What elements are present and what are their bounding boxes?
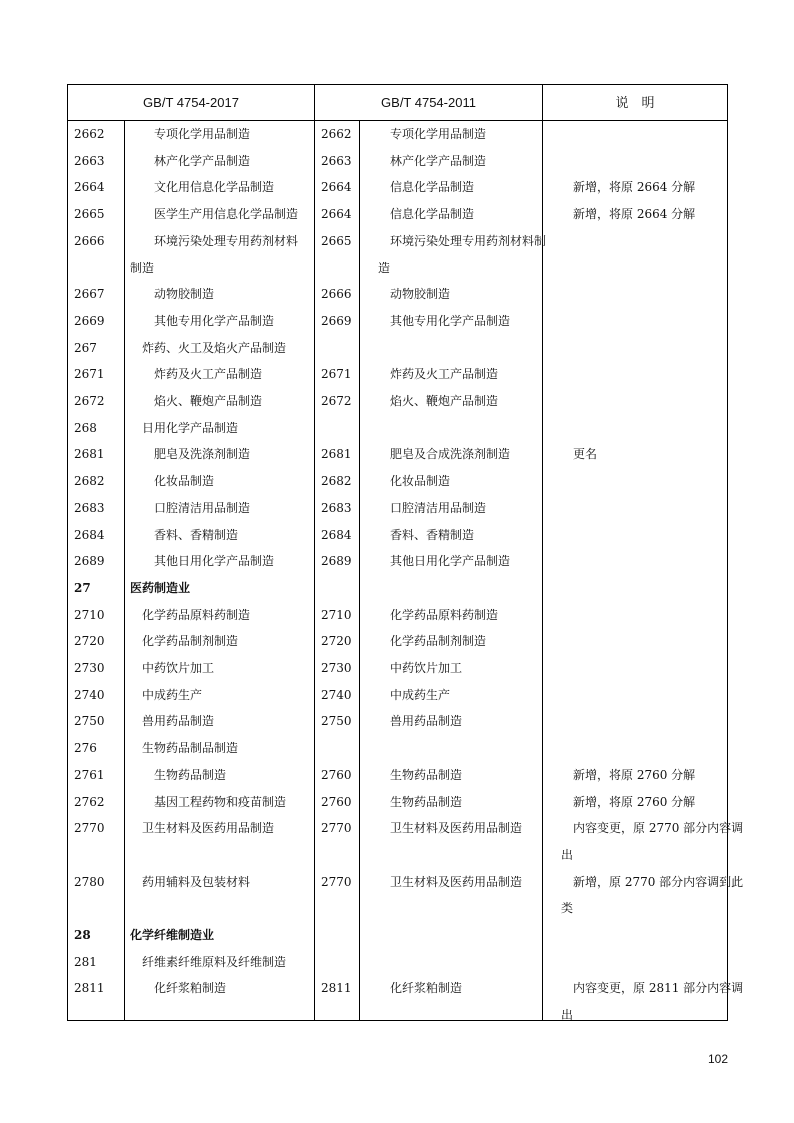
header-gb2017: GB/T 4754-2017 — [143, 95, 239, 110]
code-2017: 276 — [74, 741, 97, 756]
code-2017: 2780 — [74, 874, 105, 889]
code-2011: 2682 — [321, 474, 352, 489]
code-2011: 2760 — [321, 767, 352, 782]
code-2017: 281 — [74, 954, 97, 969]
table-row — [68, 815, 744, 842]
table-row — [68, 121, 727, 148]
name-2017: 日用化学产品制造 — [142, 420, 239, 435]
code-2017: 2672 — [74, 394, 105, 408]
name-2011: 化学药品原料药制造 — [390, 607, 499, 622]
table-row — [68, 655, 727, 682]
note-text — [561, 495, 731, 522]
note-text — [561, 228, 731, 255]
name-2017: 基因工程药物和疫苗制造 — [154, 794, 287, 809]
code-2017: 2665 — [74, 207, 105, 222]
table-row — [68, 148, 727, 175]
table-row — [68, 174, 727, 201]
note-text: 新增，将原 2760 分解 — [573, 767, 696, 782]
code-2011: 2683 — [321, 500, 352, 515]
name-2017: 兽用药品制造 — [142, 714, 215, 729]
name-2011: 卫生材料及医药用品制造 — [390, 874, 523, 889]
name-2011 — [378, 415, 555, 442]
code-2011: 2730 — [321, 661, 352, 675]
table-row — [68, 1002, 727, 1029]
name-2011 — [378, 1002, 555, 1029]
code-2017: 27 — [74, 580, 91, 595]
note-text — [561, 388, 731, 415]
table-row — [68, 842, 727, 869]
name-2017: 中成药生产 — [142, 687, 203, 702]
code-2011: 2740 — [321, 687, 352, 702]
code-2017: 2730 — [74, 661, 105, 675]
code-2011 — [321, 949, 361, 976]
name-2017: 化妆品制造 — [154, 474, 215, 489]
name-2011: 卫生材料及医药用品制造 — [390, 821, 523, 836]
code-2017: 2682 — [74, 474, 105, 489]
note-text — [561, 708, 731, 735]
note-text: 新增，将原 2760 分解 — [573, 794, 696, 809]
table-row — [68, 522, 727, 549]
name-2011 — [378, 949, 555, 976]
code-2017: 2770 — [74, 821, 105, 836]
name-2011: 信息化学品制造 — [390, 207, 475, 222]
code-2017: 2671 — [74, 367, 105, 382]
code-2011 — [321, 255, 361, 282]
code-2017: 2689 — [74, 554, 105, 569]
header-note: 说 明 — [615, 95, 655, 110]
table-row — [68, 308, 727, 335]
name-2011 — [378, 335, 555, 362]
name-2011: 生物药品制造 — [390, 767, 463, 782]
code-2011 — [321, 895, 361, 922]
code-2017: 2666 — [74, 233, 105, 248]
name-2017: 文化用信息化学品制造 — [154, 180, 275, 195]
name-2017 — [130, 895, 267, 922]
note-text — [561, 735, 731, 762]
note-text: 出 — [561, 1008, 574, 1023]
name-2017: 生物药品制造 — [154, 767, 227, 782]
code-2017: 2681 — [74, 447, 105, 462]
note-text — [561, 308, 731, 335]
note-text — [561, 949, 731, 976]
code-2011: 2671 — [321, 367, 352, 382]
table-row — [68, 789, 727, 816]
table-row — [68, 628, 727, 655]
table-row — [68, 388, 727, 415]
table-row — [68, 682, 727, 709]
name-2011: 其他专用化学产品制造 — [390, 313, 511, 328]
code-2017 — [74, 1002, 124, 1029]
note-text: 出 — [561, 847, 574, 862]
table-row — [68, 548, 727, 575]
note-text — [561, 602, 731, 629]
code-2011: 2710 — [321, 607, 352, 622]
table-row — [68, 602, 727, 629]
code-2017: 2667 — [74, 287, 105, 302]
code-2017: 28 — [74, 928, 91, 942]
name-2017: 化学药品制剂制造 — [142, 634, 239, 649]
code-2011: 2665 — [321, 233, 352, 248]
note-text — [561, 682, 731, 709]
code-2011 — [321, 335, 361, 362]
name-2017: 生物药品制品制造 — [142, 741, 239, 756]
table-row — [68, 762, 727, 789]
note-text — [561, 655, 731, 682]
name-2017: 药用辅料及包装材料 — [142, 874, 251, 889]
name-2011: 信息化学品制造 — [390, 180, 475, 195]
code-2017: 2683 — [74, 500, 105, 515]
code-2011: 2669 — [321, 313, 352, 328]
table-row — [68, 281, 727, 308]
code-2011 — [321, 575, 361, 602]
note-text — [561, 335, 731, 362]
name-2017: 化学药品原料药制造 — [142, 607, 251, 622]
name-2011: 中药饮片加工 — [390, 661, 463, 675]
name-2017 — [130, 842, 267, 869]
name-2017: 林产化学产品制造 — [154, 153, 251, 168]
code-2017: 2664 — [74, 180, 105, 195]
table-row — [68, 201, 727, 228]
name-2011 — [378, 575, 555, 602]
table-row — [68, 975, 744, 1002]
note-text — [561, 121, 731, 148]
name-2017: 环境污染处理专用药剂材料 — [154, 233, 299, 248]
code-2011: 2750 — [321, 714, 352, 729]
table-row — [68, 468, 727, 495]
name-2011: 化纤浆粕制造 — [390, 981, 463, 996]
name-2017: 制造 — [130, 260, 155, 275]
code-2017: 268 — [74, 420, 97, 435]
note-text: 新增，将原 2664 分解 — [573, 207, 696, 222]
name-2011: 口腔清洁用品制造 — [390, 500, 487, 515]
name-2011: 中成药生产 — [390, 687, 451, 702]
name-2017: 纤维素纤维原料及纤维制造 — [142, 954, 287, 969]
code-2017: 2684 — [74, 527, 105, 542]
code-2011: 2760 — [321, 794, 352, 809]
code-2011: 2720 — [321, 634, 352, 649]
note-text — [561, 281, 731, 308]
name-2011: 兽用药品制造 — [390, 714, 463, 729]
page-number: 102 — [707, 1052, 728, 1066]
table-row — [68, 361, 727, 388]
note-text: 新增，原 2770 部分内容调到此 — [573, 874, 744, 889]
name-2017 — [130, 1002, 279, 1029]
note-text — [561, 361, 731, 388]
note-text: 类 — [561, 901, 574, 916]
table-row — [68, 895, 727, 922]
code-2011: 2689 — [321, 554, 352, 569]
name-2017: 动物胶制造 — [154, 287, 215, 302]
note-text: 内容变更，原 2770 部分内容调 — [573, 821, 744, 836]
code-2017: 2761 — [74, 767, 105, 782]
name-2017: 香料、香精制造 — [154, 527, 239, 542]
note-text — [561, 628, 731, 655]
note-text — [561, 148, 731, 175]
code-2011: 2770 — [321, 821, 352, 836]
name-2017: 中药饮片加工 — [142, 661, 215, 675]
code-2011: 2770 — [321, 874, 352, 889]
code-2017: 2662 — [74, 127, 105, 141]
table-row — [68, 949, 727, 976]
code-2017: 2811 — [74, 981, 105, 996]
table-row — [68, 495, 727, 522]
code-2017 — [74, 895, 124, 922]
code-2011: 2664 — [321, 180, 352, 195]
name-2011: 香料、香精制造 — [390, 527, 475, 542]
table-row — [68, 922, 727, 949]
code-2017: 2750 — [74, 714, 105, 729]
name-2011: 环境污染处理专用药剂材料制 — [390, 233, 547, 248]
table-row — [68, 228, 727, 255]
note-text — [561, 468, 731, 495]
table-row — [68, 415, 727, 442]
table-row — [68, 708, 727, 735]
name-2011: 动物胶制造 — [390, 287, 451, 302]
code-2011 — [321, 922, 361, 949]
code-2011 — [321, 415, 361, 442]
code-2017 — [74, 255, 124, 282]
name-2017: 肥皂及洗涤剂制造 — [154, 447, 251, 462]
code-2011: 2684 — [321, 527, 352, 542]
name-2017: 炸药、火工及焰火产品制造 — [142, 340, 287, 355]
name-2011: 其他日用化学产品制造 — [390, 554, 511, 569]
header-gb2011: GB/T 4754-2011 — [381, 95, 476, 110]
name-2011: 炸药及火工产品制造 — [390, 367, 499, 382]
note-text — [561, 548, 731, 575]
table-row — [68, 869, 744, 896]
name-2017: 专项化学用品制造 — [154, 127, 251, 141]
code-2011: 2672 — [321, 394, 352, 408]
name-2011 — [378, 842, 555, 869]
note-text — [561, 255, 731, 282]
table-row — [68, 255, 727, 282]
classification-table — [67, 84, 744, 1023]
name-2011: 焰火、鞭炮产品制造 — [390, 394, 499, 408]
code-2011: 2666 — [321, 287, 352, 302]
name-2017: 医学生产用信息化学品制造 — [154, 207, 299, 222]
note-text — [561, 415, 731, 442]
code-2011 — [321, 1002, 361, 1029]
code-2017: 2663 — [74, 153, 105, 168]
code-2011: 2663 — [321, 153, 352, 168]
name-2017: 口腔清洁用品制造 — [154, 500, 251, 515]
code-2017: 267 — [74, 340, 97, 355]
note-text — [561, 522, 731, 549]
name-2011: 化学药品制剂制造 — [390, 634, 487, 649]
name-2017: 医药制造业 — [130, 580, 191, 595]
name-2011: 化妆品制造 — [390, 474, 451, 489]
code-2017: 2740 — [74, 687, 105, 702]
code-2011: 2662 — [321, 127, 352, 141]
code-2017: 2710 — [74, 607, 105, 622]
code-2011 — [321, 842, 361, 869]
code-2011 — [321, 735, 361, 762]
note-text: 更名 — [573, 447, 598, 462]
code-2017 — [74, 842, 124, 869]
name-2017: 其他专用化学产品制造 — [154, 313, 275, 328]
name-2011: 造 — [378, 260, 391, 275]
note-text: 新增，将原 2664 分解 — [573, 180, 696, 195]
table-row — [68, 335, 727, 362]
name-2011: 生物药品制造 — [390, 794, 463, 809]
table-header — [68, 85, 727, 121]
note-text — [561, 922, 731, 949]
note-text — [561, 575, 731, 602]
name-2017: 炸药及火工产品制造 — [154, 367, 263, 382]
code-2011: 2664 — [321, 207, 352, 222]
name-2011: 肥皂及合成洗涤剂制造 — [390, 447, 511, 462]
name-2017: 卫生材料及医药用品制造 — [142, 821, 275, 836]
name-2017: 化纤浆粕制造 — [154, 981, 227, 996]
code-2017: 2669 — [74, 313, 105, 328]
name-2011: 专项化学用品制造 — [390, 127, 487, 141]
table-row — [68, 575, 727, 602]
name-2011 — [378, 922, 555, 949]
code-2011: 2811 — [321, 981, 352, 996]
code-2011: 2681 — [321, 447, 352, 462]
name-2017: 化学纤维制造业 — [130, 928, 215, 942]
code-2017: 2720 — [74, 634, 105, 649]
table-row — [68, 735, 727, 762]
code-2017: 2762 — [74, 794, 105, 809]
table-row — [68, 441, 727, 468]
note-text: 内容变更，原 2811 部分内容调 — [573, 981, 744, 996]
name-2017: 其他日用化学产品制造 — [154, 554, 275, 569]
name-2011 — [378, 735, 555, 762]
name-2017: 焰火、鞭炮产品制造 — [154, 394, 263, 408]
name-2011 — [378, 895, 555, 922]
name-2011: 林产化学产品制造 — [390, 153, 487, 168]
